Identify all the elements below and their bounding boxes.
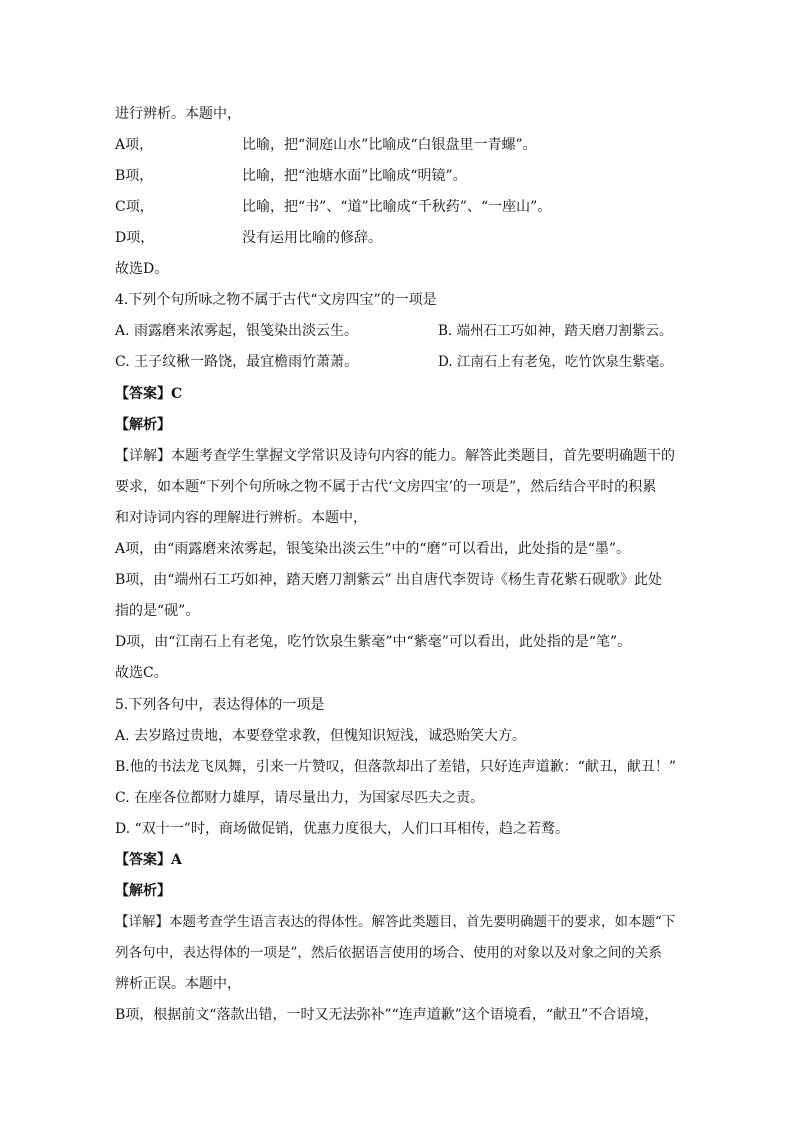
item-label: B项，: [115, 168, 154, 184]
item-text: 比喻，把“池塘水面”比喻成“明镜”。: [242, 168, 467, 184]
question-4-detail-line: 要求，如本题“下列个句所咏之物不属于古代‘文房四宝’的一项是”，然后结合平时的积累: [115, 479, 657, 495]
conclusion-line: 故选D。: [115, 261, 169, 277]
question-5-option-c: C. 在座各位都财力雄厚，请尽量出力，为国家尽匹夫之责。: [115, 790, 485, 806]
question-4-detail-line: 和对诗词内容的理解进行辨析。本题中，: [115, 510, 367, 526]
question-5-detail-line: 列各句中，表达得体的一项是”，然后依据语言使用的场合、使用的对象以及对象之间的关系: [115, 945, 662, 961]
question-4-conclusion: 故选C。: [115, 665, 168, 681]
question-4-detail-line: 【详解】本题考查学生掌握文学常识及诗句内容的能力。解答此类题目，首先要明确题干的: [115, 448, 675, 464]
item-text: 没有运用比喻的修辞。: [242, 230, 382, 246]
question-4-detail-line: A项，由“雨露磨来浓雾起，银笺染出淡云生”中的“磨”可以看出，此处指的是“墨”。: [115, 541, 631, 557]
question-5-analysis-label: 【解析】: [115, 883, 171, 899]
question-4-detail-line: D项，由“江南石上有老兔，吃竹饮泉生紫毫”中“紫毫”可以看出，此处指的是“笔”。: [115, 634, 632, 650]
question-5-answer: 【答案】A: [115, 852, 182, 868]
question-5-option-d: D. “双十一”时，商场做促销，优惠力度很大，人们口耳相传，趋之若鹜。: [115, 821, 569, 837]
intro-end-line: 进行辨析。本题中，: [115, 106, 241, 122]
question-4-option-b: B. 端州石工巧如神，踏天磨刀割紫云。: [438, 323, 673, 339]
question-4-detail-line: B项，由“端州石工巧如神，踏天磨刀割紫云” 出自唐代李贺诗《杨生青花紫石砚歌》此处: [115, 572, 663, 588]
item-text: 比喻，把“洞庭山水”比喻成“白银盘里一青螺”。: [242, 137, 537, 153]
question-5-stem: 5.下列各句中，表达得体的一项是: [115, 697, 325, 713]
question-4-option-c: C. 王子纹楸一路饶，最宜檐雨竹萧萧。: [115, 354, 359, 370]
item-label: A项，: [115, 137, 154, 153]
question-5-option-b: B.他的书法龙飞凤舞，引来一片赞叹，但落款却出了差错，只好连声道歉：“献丑，献丑！”: [115, 759, 677, 775]
question-4-option-a: A. 雨露磨来浓雾起，银笺染出淡云生。: [115, 323, 359, 339]
question-4-detail-line: 指的是“砚”。: [115, 603, 200, 619]
question-4-stem: 4.下列个句所咏之物不属于古代“文房四宝”的一项是: [115, 292, 437, 308]
question-5-option-a: A. 去岁路过贵地，本要登堂求教，但愧知识短浅，诚恐贻笑大方。: [115, 728, 527, 744]
question-4-option-d: D. 江南石上有老兔，吃竹饮泉生紫毫。: [438, 354, 673, 370]
question-4-answer: 【答案】C: [115, 386, 183, 402]
question-5-detail-line: 辨析正误。本题中，: [115, 976, 241, 992]
question-5-detail-line: B项，根据前文“落款出错，一时又无法弥补”“连声道歉”这个语境看，“献丑”不合语境，: [115, 1007, 659, 1023]
item-text: 比喻，把“书”、“道”比喻成“千秋药”、“一座山”。: [242, 199, 552, 215]
question-4-analysis-label: 【解析】: [115, 417, 171, 433]
item-label: D项，: [115, 230, 155, 246]
question-5-detail-line: 【详解】本题考查学生语言表达的得体性。解答此类题目，首先要明确题干的要求，如本题“下: [115, 914, 676, 930]
item-label: C项，: [115, 199, 154, 215]
